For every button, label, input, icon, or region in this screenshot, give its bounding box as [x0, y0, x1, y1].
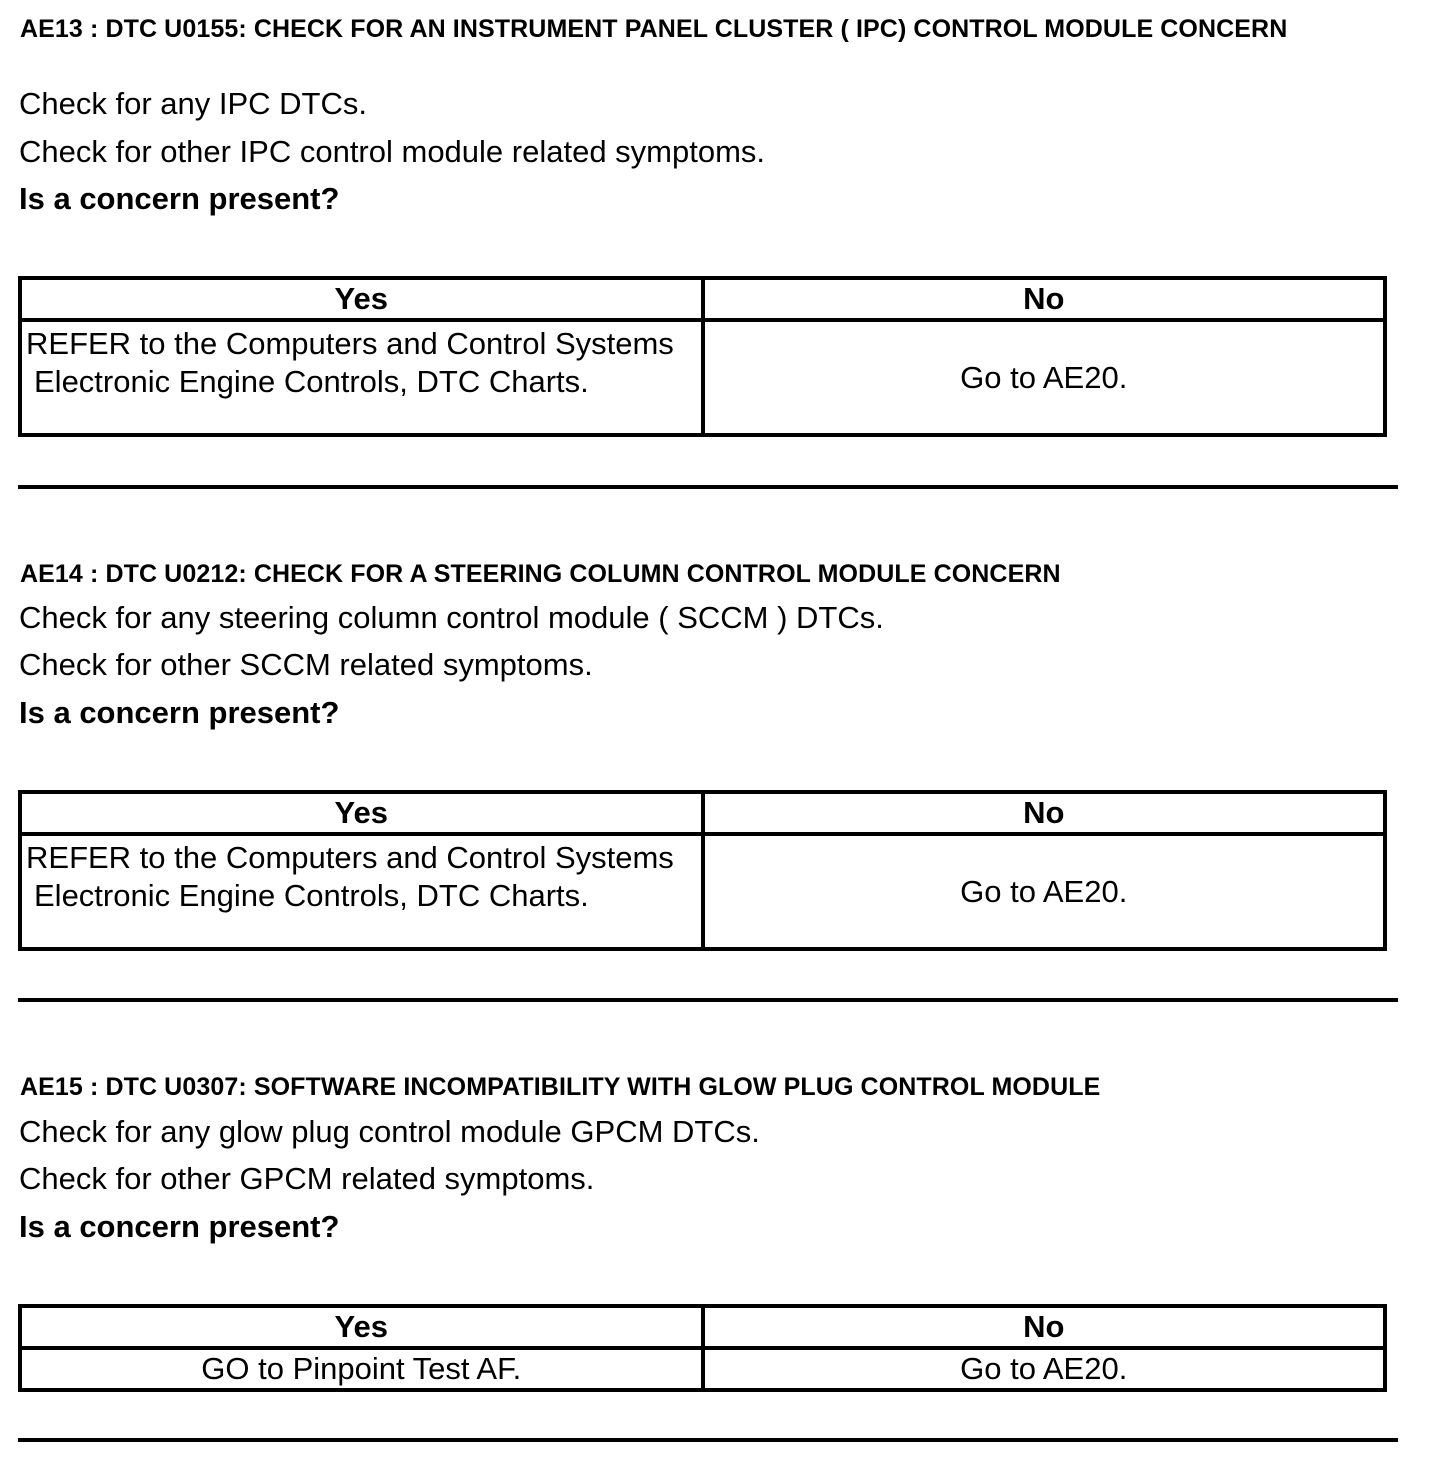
instruction-line: Check for any glow plug control module GPCM DTCs.	[19, 1114, 760, 1149]
no-header: No	[703, 792, 1386, 834]
instruction-line: Check for any steering column control module ( SCCM ) DTCs.	[19, 600, 884, 635]
yes-header: Yes	[20, 1306, 703, 1348]
question: Is a concern present?	[19, 695, 340, 730]
step-title: AE15 : DTC U0307: SOFTWARE INCOMPATIBILITY WITH GLOW PLUG CONTROL MODULE	[20, 1073, 1101, 1101]
step-title: AE14 : DTC U0212: CHECK FOR A STEERING COLUMN CONTROL MODULE CONCERN	[20, 560, 1061, 588]
no-cell: Go to AE20.	[703, 834, 1386, 949]
yes-text-line: Electronic Engine Controls, DTC Charts.	[34, 878, 589, 913]
instruction-line: Check for other IPC control module related symptoms.	[19, 134, 766, 169]
yes-cell	[20, 834, 703, 949]
yes-header: Yes	[20, 278, 703, 320]
no-cell: Go to AE20.	[703, 320, 1386, 435]
yes-no-table	[18, 276, 1387, 437]
yes-cell	[20, 320, 703, 435]
no-header: No	[703, 278, 1386, 320]
yes-cell: GO to Pinpoint Test AF.	[20, 1348, 703, 1390]
no-header: No	[703, 1306, 1386, 1348]
section-divider	[18, 485, 1398, 489]
question: Is a concern present?	[19, 1209, 340, 1244]
section-divider	[18, 998, 1398, 1002]
step-title: AE13 : DTC U0155: CHECK FOR AN INSTRUMENT PANEL CLUSTER ( IPC) CONTROL MODULE CONCERN	[20, 15, 1288, 43]
yes-no-table	[18, 1304, 1387, 1392]
yes-text-line: Electronic Engine Controls, DTC Charts.	[34, 364, 589, 399]
instruction-line: Check for other SCCM related symptoms.	[19, 647, 593, 682]
yes-text-line: REFER to the Computers and Control Systems	[26, 840, 674, 875]
no-cell: Go to AE20.	[703, 1348, 1386, 1390]
section-divider	[18, 1438, 1398, 1442]
yes-no-table	[18, 790, 1387, 951]
question: Is a concern present?	[19, 181, 340, 216]
instruction-line: Check for other GPCM related symptoms.	[19, 1161, 595, 1196]
yes-text-line: REFER to the Computers and Control Systems	[26, 326, 674, 361]
instruction-line: Check for any IPC DTCs.	[19, 86, 367, 121]
yes-header: Yes	[20, 792, 703, 834]
